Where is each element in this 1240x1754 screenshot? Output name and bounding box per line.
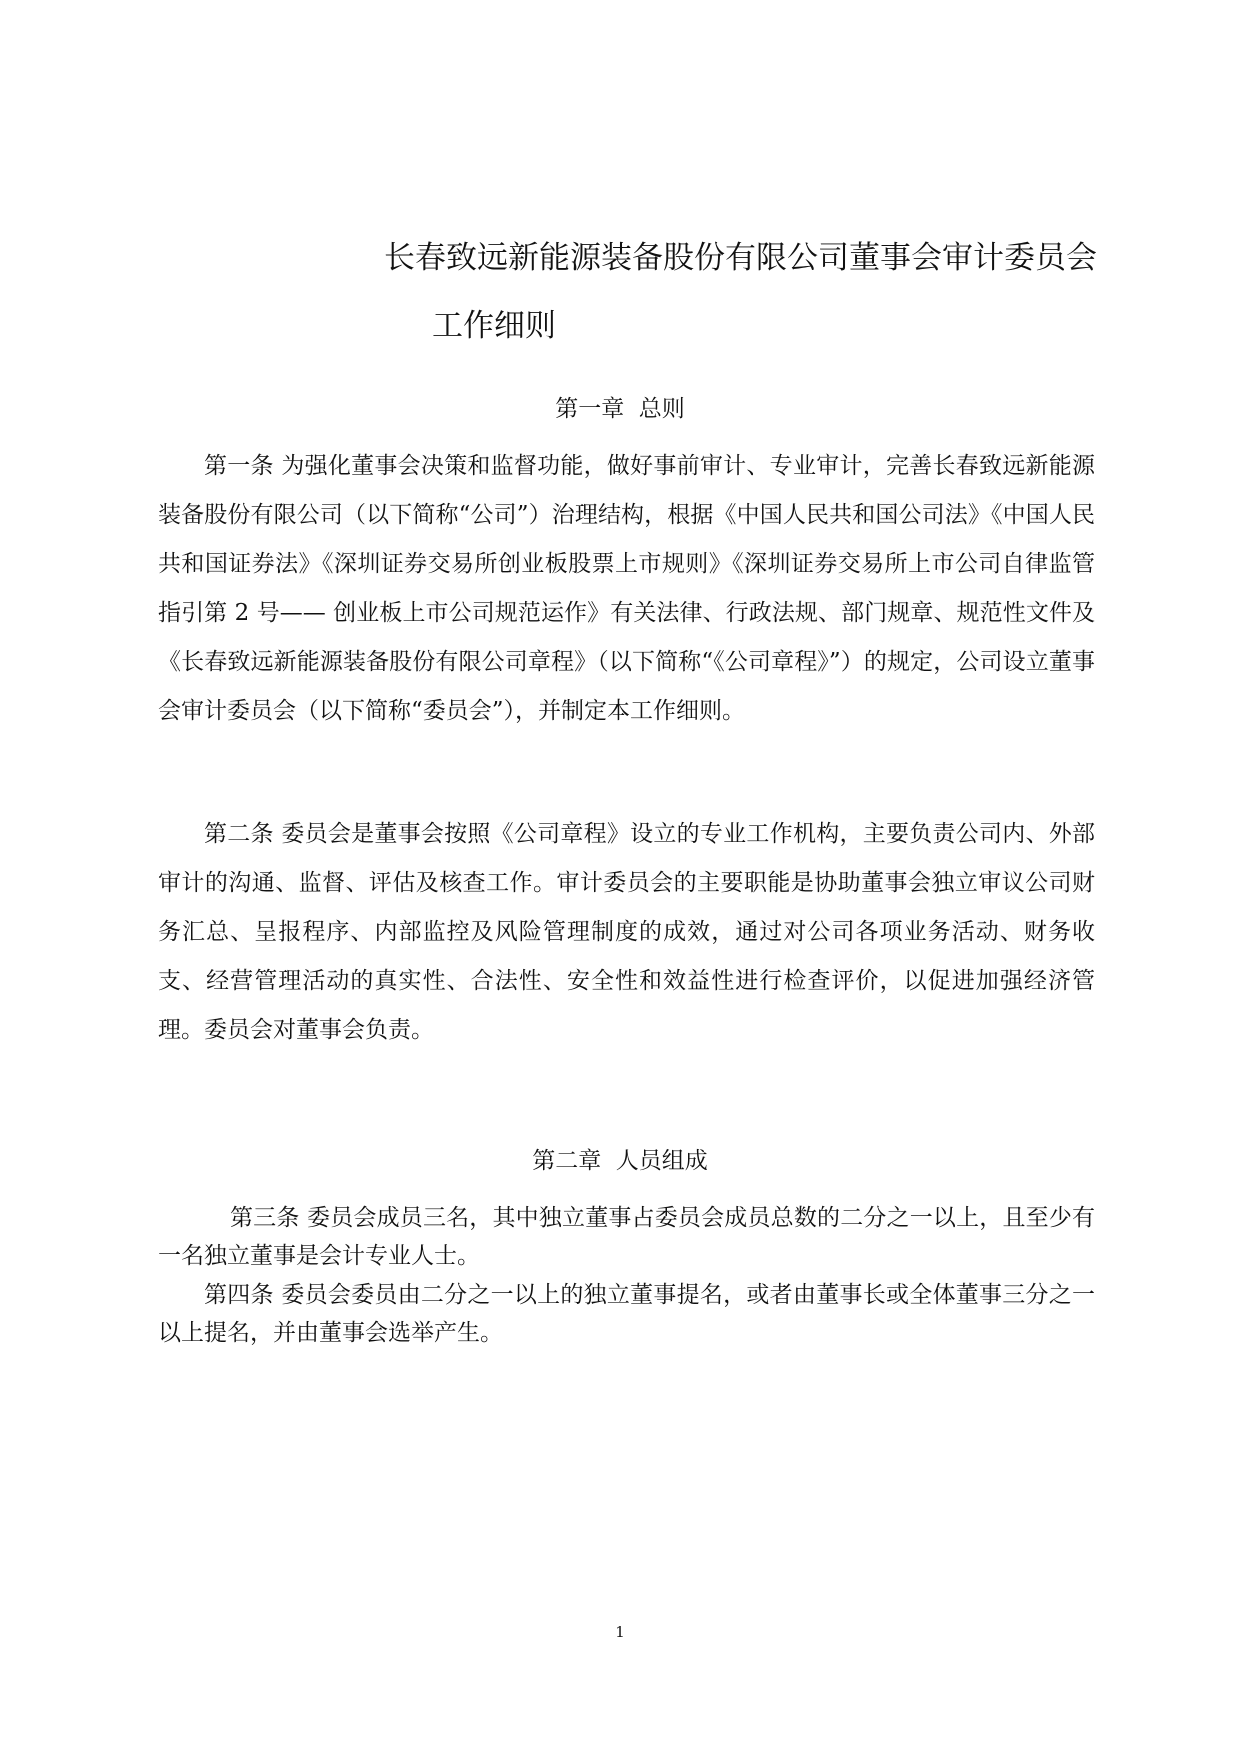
article-2: 第二条 委员会是董事会按照《公司章程》设立的专业工作机构，主要负责公司内、外部审计的沟通、监督、评估及核查工作。审计委员会的主要职能是协助董事会独立审议公司财务汇总、呈报程序、内部监控及风险管理制度的成效，通过对公司各项业务活动、财务收支、经营管理活动的真实性、合法性、安全性和效益性进行检查评价，以促进加强经济管理。委员会对董事会负责。 [158,821,1095,1043]
article-1: 第一条 为强化董事会决策和监督功能，做好事前审计、专业审计，完善长春致远新能源装备股份有限公司（以下简称“公司”）治理结构，根据《中国人民共和国公司法》《中国人民共和国证券法》《深圳证券交易所创业板股票上市规则》《深圳证券交易所上市公司自律监管指引第 2 号—— 创业板上市公司规范运作》有关法律、行政法规、部门规章、规范性文件及《长春致远新能源装备股份有限公司章程》（以下简称“《公司章程》”）的规定，公司设立董事会审计委员会（以下简称“委员会”），并制定本工作细则。 [158,453,1095,724]
chapter-heading: 第二章 人员组成 [532,1148,708,1174]
chapter-heading: 第一章 总则 [555,396,685,422]
article-4: 第四条 委员会委员由二分之一以上的独立董事提名，或者由董事长或全体董事三分之一以上提名，并由董事会选举产生。 [158,1282,1095,1346]
article-3: 第三条 委员会成员三名，其中独立董事占委员会成员总数的二分之一以上，且至少有一名独立董事是会计专业人士。 [158,1205,1095,1269]
document-title: 长春致远新能源装备股份有限公司董事会审计委员会 [384,240,1097,276]
document-subtitle: 工作细则 [432,308,556,344]
page-number: 1 [615,1623,625,1641]
